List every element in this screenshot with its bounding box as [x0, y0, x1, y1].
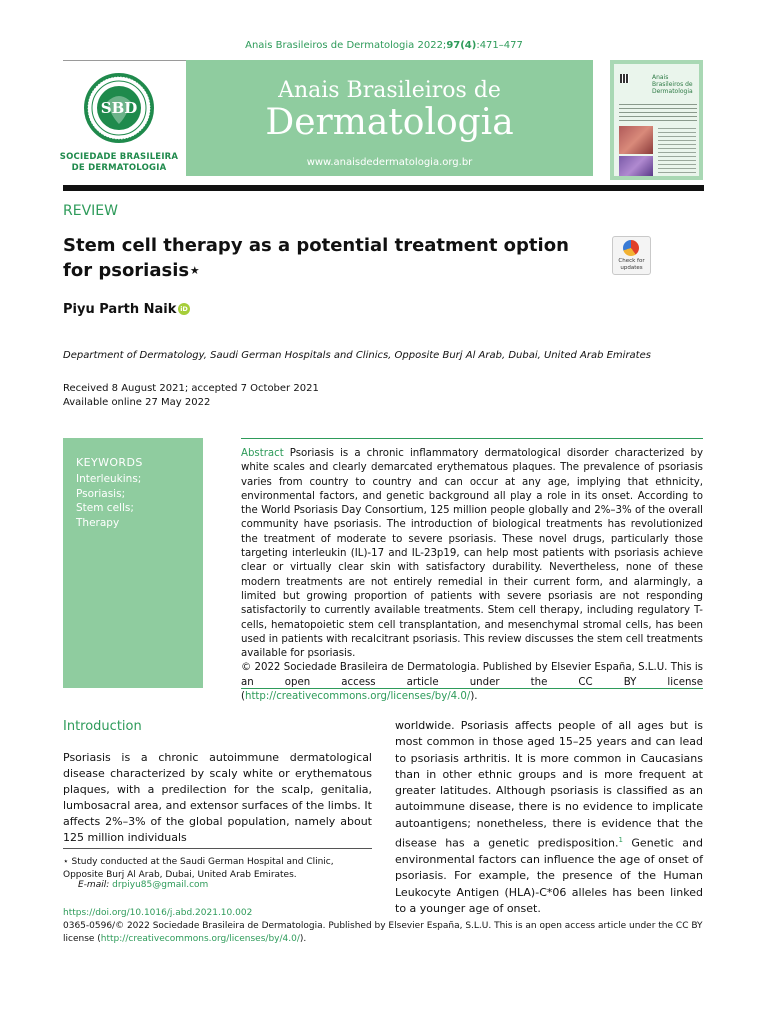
- abstract-top-rule: [241, 438, 703, 439]
- available-date: Available online 27 May 2022: [63, 397, 211, 408]
- keywords-list: [76, 472, 141, 530]
- cover-image-skin: [619, 126, 653, 154]
- email-link[interactable]: drpiyu85@gmail.com: [112, 880, 209, 890]
- society-name-line1: SOCIEDADE BRASILEIRA: [59, 152, 179, 162]
- author-name: Piyu Parth Naik: [63, 302, 177, 317]
- affiliation: Department of Dermatology, Saudi German Hospitals and Clinics, Opposite Burj Al Arab, Dubai, United Arab Emirates: [63, 350, 651, 361]
- issn-line: [63, 920, 704, 946]
- abstract-bottom-rule: [241, 688, 703, 689]
- cover-text-lines: [619, 104, 697, 124]
- abstract-label: Abstract: [241, 448, 284, 459]
- doi-link[interactable]: https://doi.org/10.1016/j.abd.2021.10.002: [63, 908, 253, 918]
- footnote-email: [78, 880, 208, 890]
- issn-text: 0365-0596/© 2022 Sociedade Brasileira de Dermatologia. Published by Elsevier España, S.L.U. This is an open access article under the CC BY license (: [63, 921, 703, 944]
- logo-initials: SBD: [100, 99, 138, 117]
- article-title: Stem cell therapy as a potential treatment option for psoriasis⋆: [63, 235, 569, 281]
- introduction-right-column: [395, 718, 703, 917]
- bottom-info: [63, 907, 704, 946]
- reference-link[interactable]: 1: [618, 836, 623, 845]
- keywords-heading: KEYWORDS: [76, 456, 143, 469]
- introduction-left-column: Psoriasis is a chronic autoimmune dermatological disease characterized by scaly white or erythematous plaques, with a predilection for the scalp, genitalia, lumbosacral area, and extensor surfaces of the limbs. It affects 2%–3% of the global population, namely about 125 million individuals: [63, 751, 372, 844]
- keyword-item: Interleukins;: [76, 473, 142, 485]
- abstract-copyright: © 2022 Sociedade Brasileira de Dermatologia. Published by Elsevier España, S.L.U. This is an open access article under the CC BY license (: [241, 662, 703, 703]
- footnote-rule: [63, 848, 372, 849]
- cover-text-lines-2: [658, 128, 696, 174]
- check-for-updates-label: Check for updates: [618, 258, 645, 271]
- journal-cover-thumbnail: [610, 60, 703, 180]
- banner-title-line2: Dermatologia: [265, 102, 514, 143]
- journal-ref-pages: :471–477: [476, 40, 523, 51]
- article-dates: [63, 382, 319, 410]
- license-link[interactable]: http://creativecommons.org/licenses/by/4.0/: [244, 691, 471, 703]
- email-label: E-mail:: [78, 880, 110, 890]
- journal-reference: [0, 40, 768, 51]
- qr-code-icon: [620, 74, 629, 83]
- society-name: [58, 152, 180, 174]
- section-label: REVIEW: [63, 203, 118, 219]
- journal-url-link[interactable]: www.anaisdedermatologia.org.br: [306, 157, 473, 168]
- crossmark-icon: [623, 240, 639, 256]
- footnote-text: ⋆ Study conducted at the Saudi German Hospital and Clinic, Opposite Burj Al Arab, Dubai, United Arab Emirates.: [63, 857, 334, 880]
- intro-right-text-1: worldwide. Psoriasis affects people of all ages but is most common in those aged 15–25 years and can lead to psoriasis arthritis. It is more common in Caucasians than in other ethnic groups and is more frequent at greater latitudes. Although psoriasis is classified as an autoimmune disease, there is no evidence to implicate autoantigens; nonetheless, there is evidence that the disease has a genetic predisposition.: [395, 719, 703, 850]
- sbd-seal-icon: [63, 72, 175, 152]
- abstract: [241, 447, 703, 704]
- keyword-item: Therapy: [76, 516, 120, 529]
- bottom-license-link[interactable]: http://creativecommons.org/licenses/by/4.0/: [100, 934, 300, 944]
- keyword-item: Psoriasis;: [76, 487, 126, 500]
- cover-image-histology: [619, 156, 653, 176]
- journal-ref-prefix: Anais Brasileiros de Dermatologia 2022;: [245, 40, 447, 51]
- society-name-line2: DE DERMATOLOGIA: [71, 163, 167, 173]
- check-for-updates-button[interactable]: [612, 236, 651, 275]
- received-date: Received 8 August 2021; accepted 7 October 2021: [63, 383, 319, 394]
- intro-right-text-2: Genetic and environmental factors can influence the age of onset of psoriasis. For example, the presence of the Human Leukocyte Antigen (HLA)-C*06 alleles has been linked to a younger age of onset.: [395, 836, 703, 915]
- banner-title-line1: Anais Brasileiros de: [278, 78, 501, 103]
- orcid-icon[interactable]: iD: [178, 303, 190, 315]
- abstract-text: Psoriasis is a chronic inflammatory dermatological disorder characterized by white scales and clearly demarcated erythematous plaques. The prevalence of psoriasis varies from country to country and can occur at any age, implying that ethnicity, environmental factors, and genetic background all play a role in its onset. According to the World Psoriasis Day Consortium, 125 million people globally and 2%–3% of the overall community have psoriasis. The introduction of biological treatments has revolutionized the treatment of moderate to severe psoriasis. These novel drugs, particularly those targeting interleukin (IL)-17 and IL-23p19, can help most patients with psoriasis achieve clear or virtually clear skin with satisfactory durability. Nevertheless, none of these modern treatments are not entirely remedial in their current form, and alarmingly, a limited but growing proportion of patients with severe psoriasis are not responding satisfactorily to currently available treatments. Stem cell therapy, including regulatory T-cells, hematopoietic stem cell transplantation, and mesenchymal stromal cells, has been used in patients with recalcitrant psoriasis. This review discusses the stem cell treatments available for psoriasis.: [241, 448, 703, 660]
- journal-ref-volume: 97(4): [446, 40, 477, 51]
- keyword-item: Stem cells;: [76, 502, 134, 514]
- abstract-copyright-end: ).: [470, 691, 478, 703]
- header-rule: [63, 185, 704, 191]
- introduction-heading: Introduction: [63, 719, 142, 734]
- cover-title: Anais Brasileiros de Dermatologia: [652, 74, 693, 95]
- issn-end: ).: [299, 934, 307, 944]
